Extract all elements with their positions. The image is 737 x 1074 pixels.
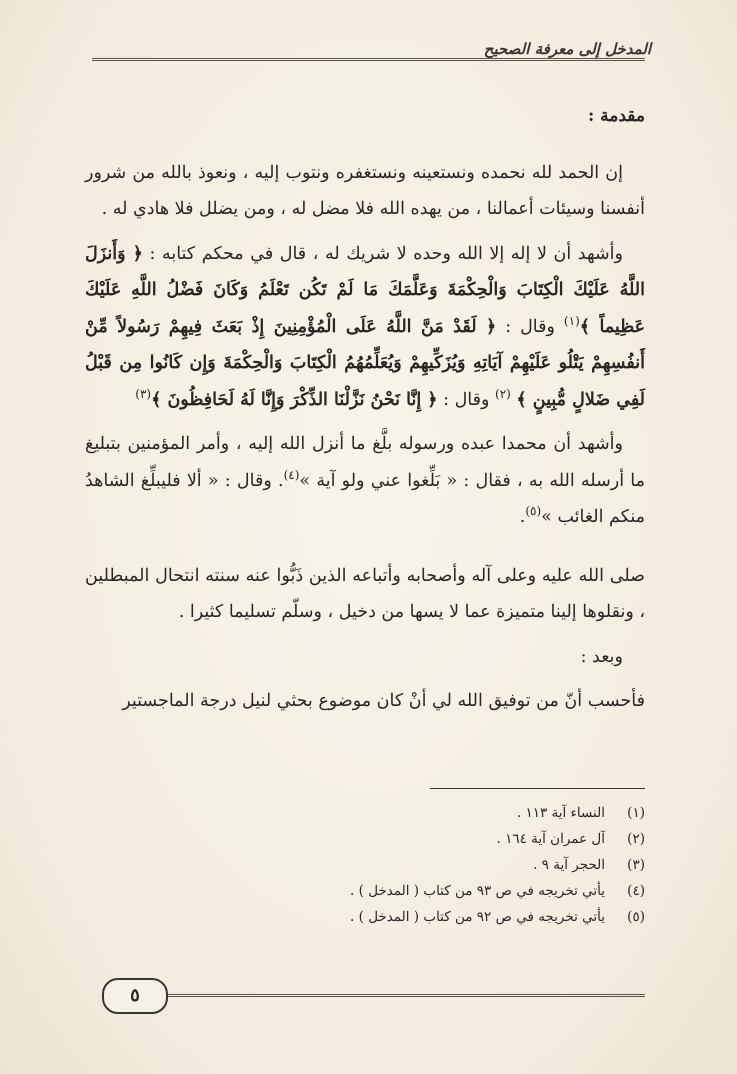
footnote-ref-3: (٣) — [135, 386, 152, 401]
footnote-number: (٢) — [627, 831, 645, 847]
prophet-text-end: . — [519, 507, 526, 527]
footnote-text: يأتي تخريجه في ص ٩٣ من كتاب ( المدخل ) . — [350, 883, 605, 899]
header-double-rule — [92, 58, 645, 61]
said-text-2: وقال : — [437, 389, 496, 410]
footnote-number: (٣) — [627, 857, 645, 873]
paragraph-research: فأحسب أنّ من توفيق الله لي أنْ كان موضوع بحثي لنيل درجة الماجستير — [122, 691, 645, 711]
footnote-item — [85, 878, 645, 904]
main-text — [85, 98, 645, 728]
footnote-ref-1: (١) — [563, 313, 580, 328]
footnote-item — [85, 800, 645, 826]
paragraph-testimony — [85, 236, 645, 419]
footnote-ref-5: (٥) — [525, 504, 542, 519]
footnote-item — [85, 904, 645, 930]
footnote-number: (٤) — [627, 883, 645, 899]
footnote-number: (٥) — [627, 909, 645, 925]
footnotes-list — [85, 800, 645, 930]
prophet-text-a: وأشهد أن محمدا عبده ورسوله بلَّغ ما أنزل الله إليه ، وأمر المؤمنين بتبليغ ما أرسله الله به ، فقال : « بَلِّغوا عني ولو آية » — [85, 434, 645, 491]
footnote-text: يأتي تخريجه في ص ٩٢ من كتاب ( المدخل ) . — [350, 909, 605, 925]
spacer — [85, 544, 645, 558]
footnote-separator — [430, 788, 645, 789]
quran-verse-2: ﴿ لَقَدْ مَنَّ اللَّهُ عَلَى الْمُؤْمِنِينَ إِذْ بَعَثَ فِيهِمْ رَسُولاً مِّنْ أَنفُسِهِمْ يَتْلُو عَلَيْهِمْ آيَاتِهِ وَيُزَكِّيهِمْ وَيُعَلِّمُهُمُ الْكِتَابَ وَالْحِكْمَةَ وَإِن كَانُوا مِن قَبْلُ لَفِي ضَلالٍ مُّبِينٍ ﴾ — [85, 316, 645, 410]
footnote-text: النساء آية ١١٣ . — [516, 805, 605, 821]
footnote-number: (١) — [627, 805, 645, 821]
footer-double-rule — [168, 994, 645, 997]
running-head: المدخل إلى معرفة الصحيح — [483, 40, 651, 58]
testimony-intro: وأشهد أن لا إله إلا الله وحده لا شريك له ، قال في محكم كتابه : — [149, 243, 623, 264]
footnote-text: الحجر آية ٩ . — [533, 857, 605, 873]
prophet-text-b: . وقال : « ألا فليبلِّغ الشاهدُ منكم الغائب » — [85, 470, 645, 527]
footnote-ref-4: (٤) — [283, 467, 300, 482]
footnote-text: آل عمران آية ١٦٤ . — [496, 831, 605, 847]
said-text-1: وقال : — [496, 316, 564, 337]
footnote-ref-2: (٢) — [495, 386, 511, 401]
footnote-item — [85, 852, 645, 878]
page-number: ٥ — [102, 978, 168, 1014]
quran-verse-3: ﴿ إِنَّا نَحْنُ نَزَّلْنَا الذِّكْرَ وَإِنَّا لَهُ لَحَافِظُونَ ﴾ — [151, 389, 438, 410]
paragraph-blessing: صلى الله عليه وعلى آله وأصحابه وأتباعه الذين ذَبُّوا عنه سنته انتحال المبطلين ، ونقلوها إلينا متميزة عما لا يسها من دخيل ، وسلّم تسليما كثيرا . — [85, 565, 645, 622]
paragraph-and-after: وبعد : — [580, 646, 623, 667]
section-title: مقدمة : — [587, 106, 645, 126]
quran-verse-1: ﴿ وَأَنزَلَ اللَّهُ عَلَيْكَ الْكِتَابَ وَالْحِكْمَةَ وَعَلَّمَكَ مَا لَمْ تَكُن تَعْلَمُ وَكَانَ فَضْلُ اللَّهِ عَلَيْكَ عَظِيماً ﴾ — [85, 243, 646, 337]
paragraph-prophet — [85, 426, 645, 536]
paragraph-praise: إن الحمد لله نحمده ونستعينه ونستغفره ونتوب إليه ، ونعوذ بالله من شرور أنفسنا وسيئات أعمالنا ، من يهده الله فلا مضل له ، ومن يضلل فلا هادي له . — [85, 162, 645, 219]
footnote-item — [85, 826, 645, 852]
